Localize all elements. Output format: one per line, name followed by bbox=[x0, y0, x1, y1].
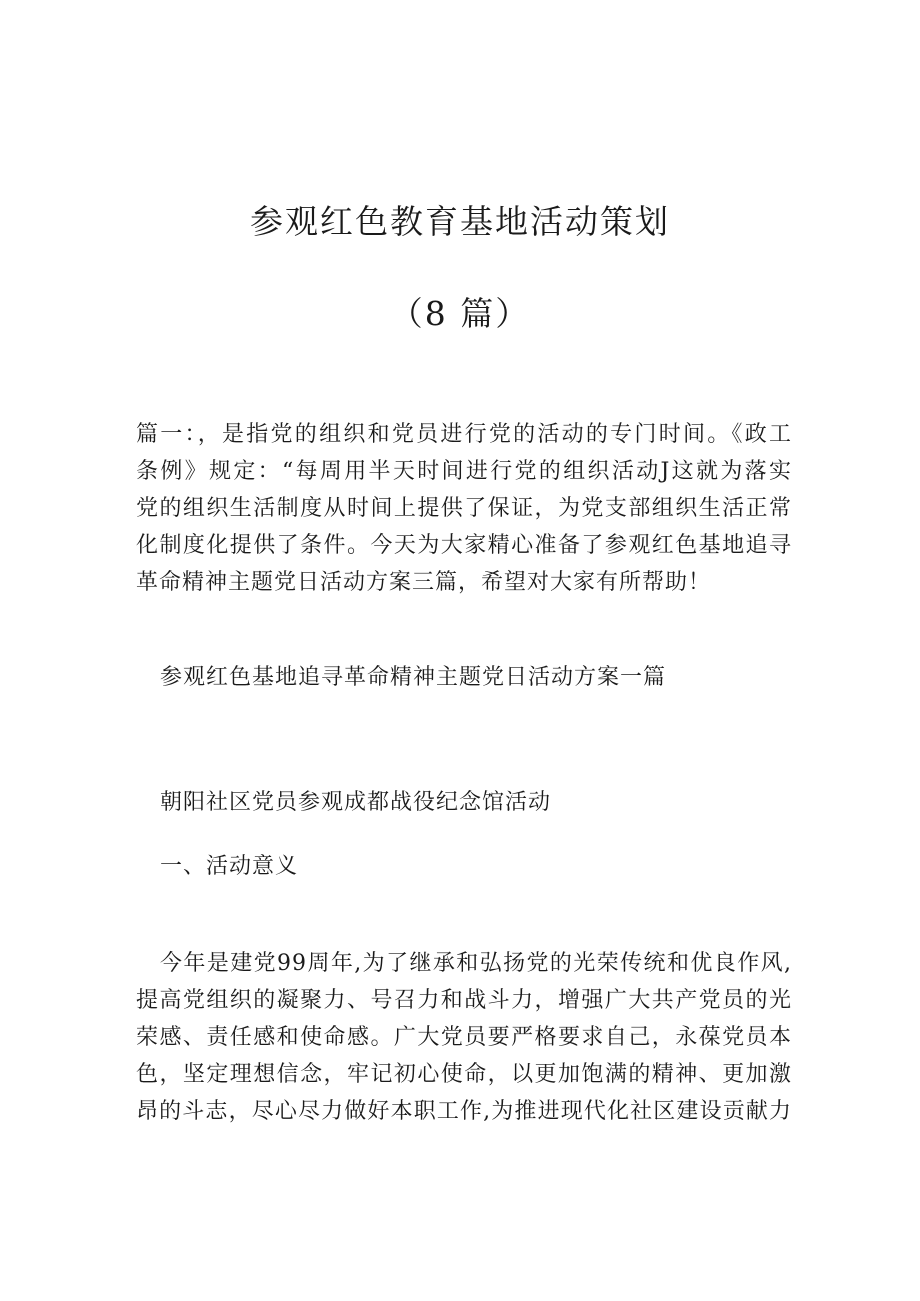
meaning-line: 荣感、责任感和使命感。广大党员要严格要求自己，永葆党员本 bbox=[136, 1025, 792, 1050]
intro-line: 化制度化提供了条件。今天为大家精心准备了参观红色基地追寻 bbox=[136, 533, 792, 558]
meaning-line: 今年是建党99周年,为了继承和弘扬党的光荣传统和优良作风, bbox=[160, 951, 792, 976]
document-title: 参观红色教育基地活动策划 bbox=[250, 202, 670, 241]
intro-line: 篇一：，是指党的组织和党员进行党的活动的专门时间。《政工 bbox=[136, 422, 792, 447]
intro-paragraph bbox=[136, 416, 792, 601]
intro-line: 党的组织生活制度从时间上提供了保证，为党支部组织生活正常 bbox=[136, 496, 792, 521]
event-title: 朝阳社区党员参观成都战役纪念馆活动 bbox=[160, 790, 552, 815]
intro-line: 革命精神主题党日活动方案三篇，希望对大家有所帮助！ bbox=[136, 570, 712, 595]
meaning-line: 色，坚定理想信念，牢记初心使命，以更加饱满的精神、更加激 bbox=[136, 1062, 792, 1087]
meaning-line: 昂的斗志，尽心尽力做好本职工作,为推进现代化社区建设贡献力 bbox=[136, 1099, 792, 1124]
intro-line: 条例》规定：“每周用半天时间进行党的组织活动J这就为落实 bbox=[136, 459, 792, 484]
activity-meaning-paragraph bbox=[136, 945, 792, 1130]
section-heading-activity-meaning: 一、活动意义 bbox=[160, 854, 299, 879]
document-subtitle: （8 篇） bbox=[389, 294, 531, 333]
plan-title: 参观红色基地追寻革命精神主题党日活动方案一篇 bbox=[160, 665, 667, 690]
meaning-line: 提高党组织的凝聚力、号召力和战斗力，增强广大共产党员的光 bbox=[136, 988, 792, 1013]
